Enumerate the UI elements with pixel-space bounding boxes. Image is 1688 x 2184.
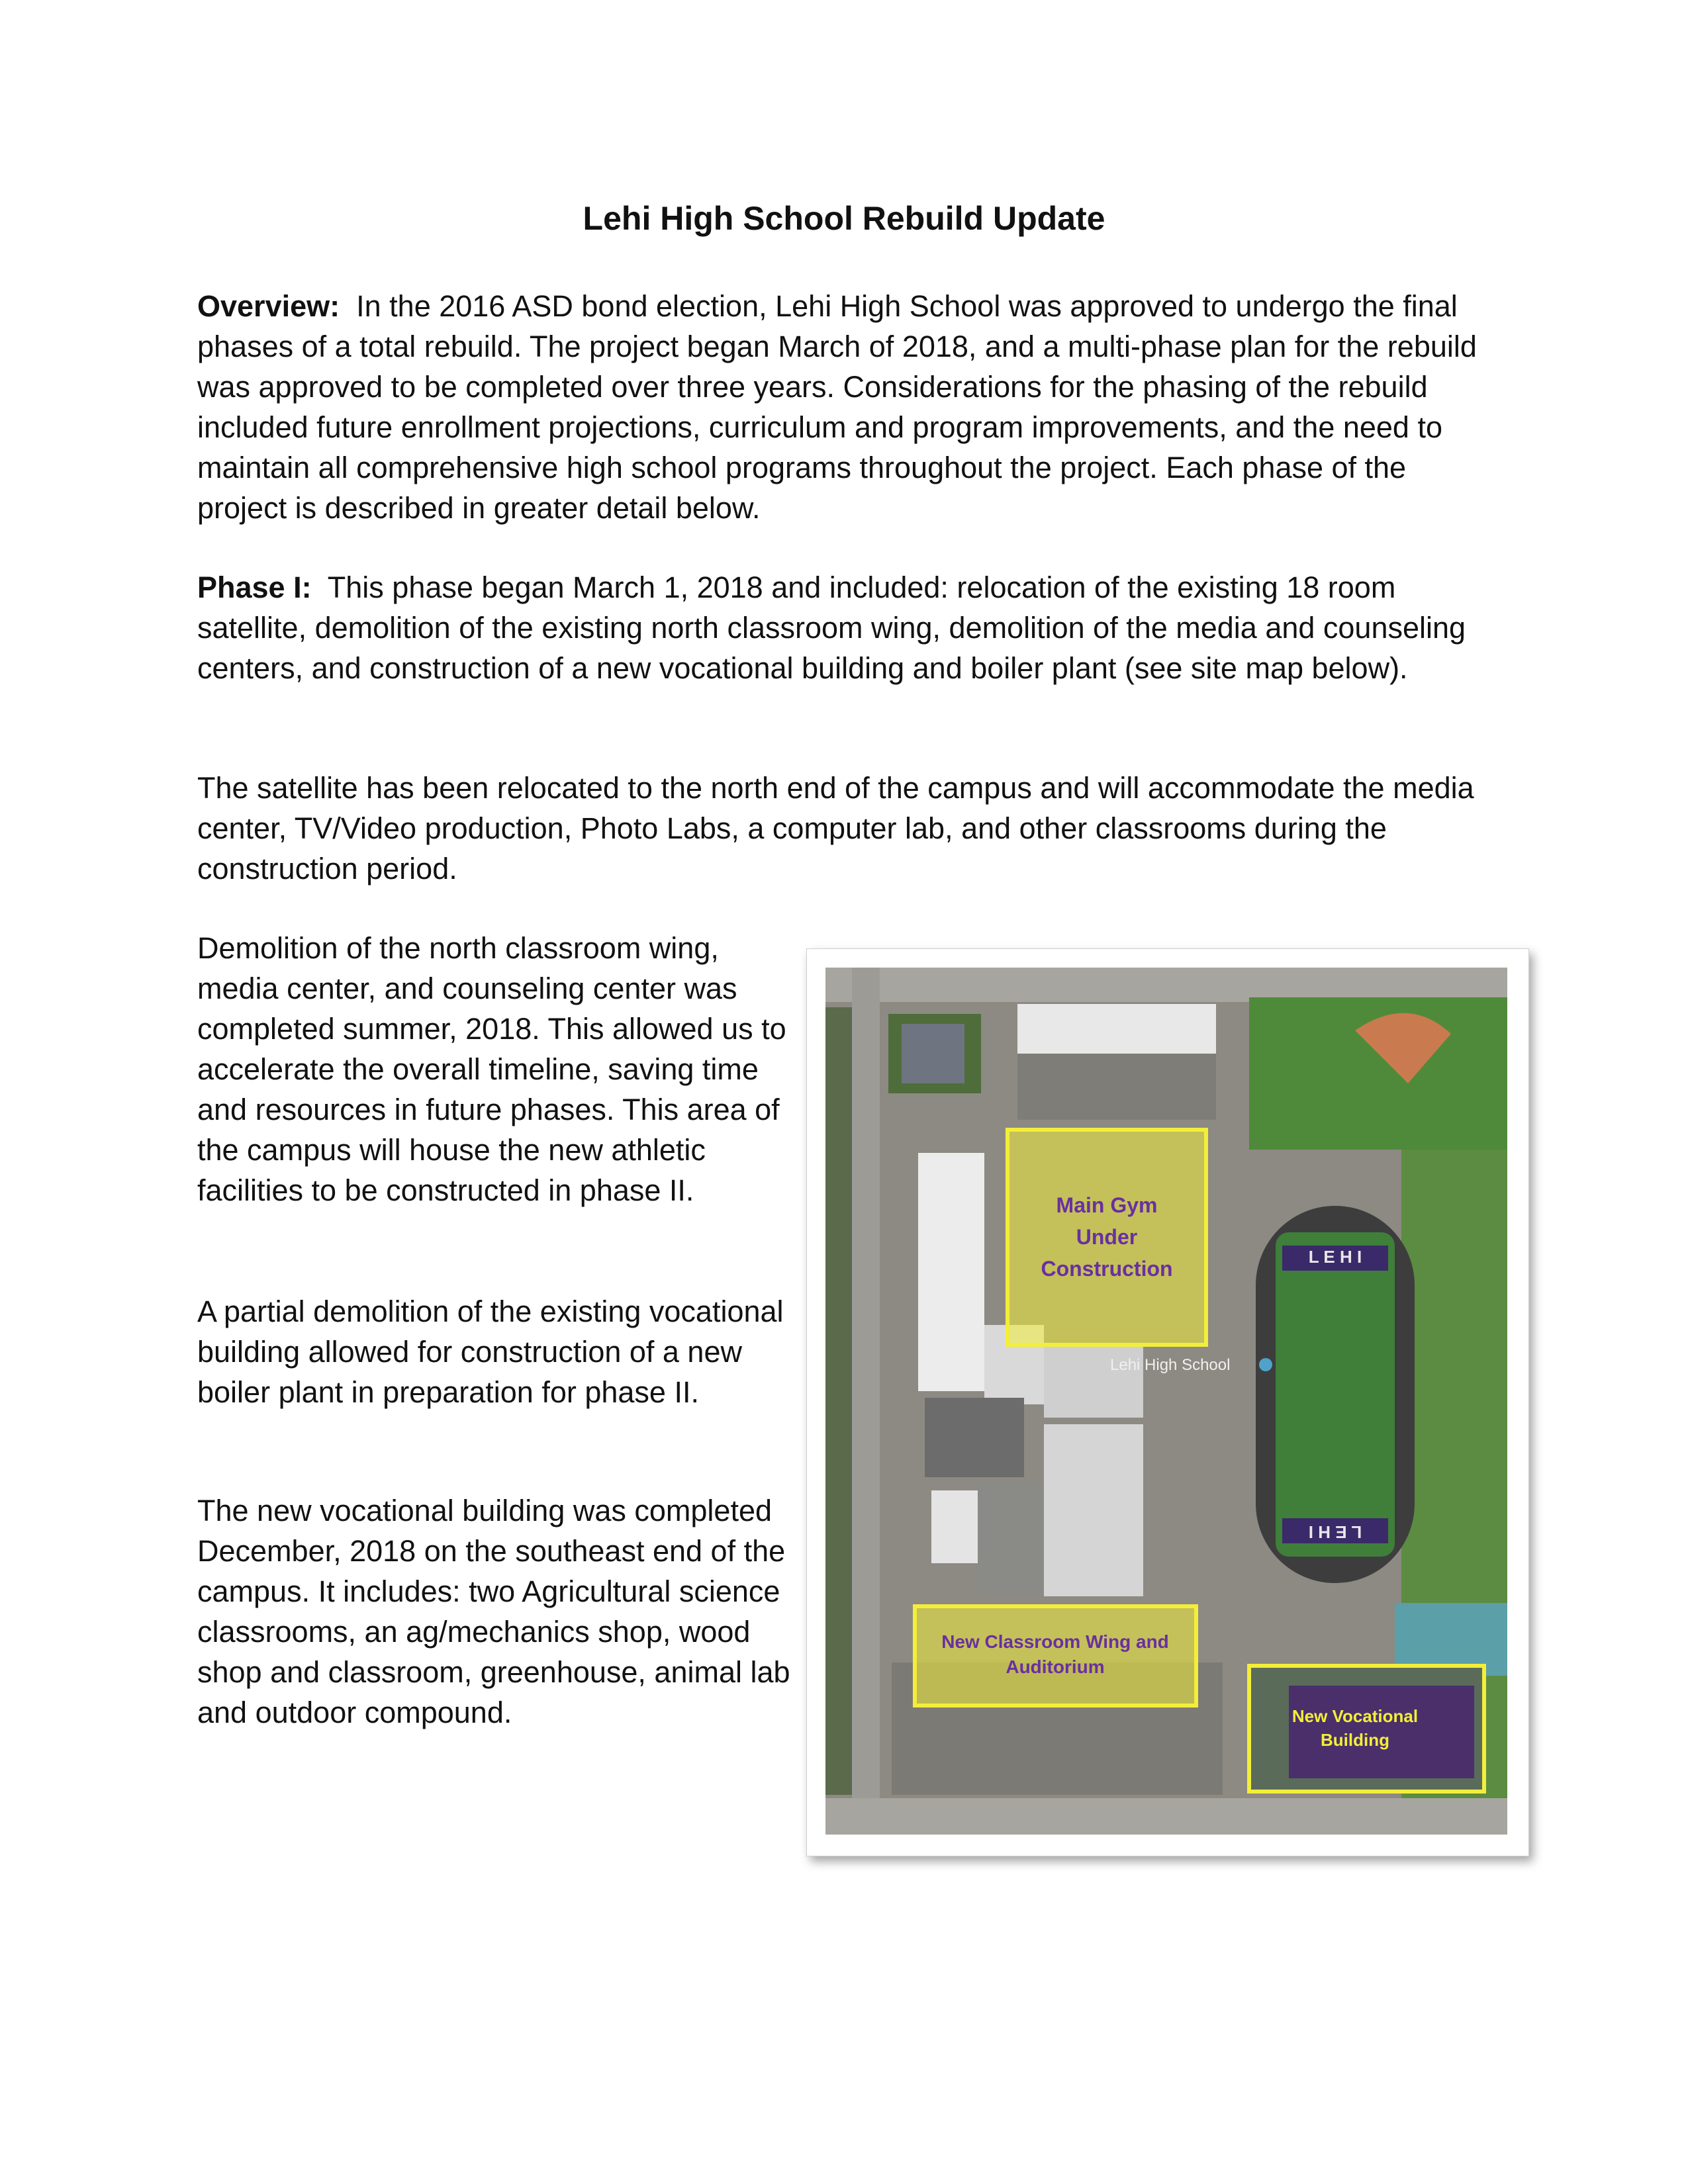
west-road bbox=[852, 968, 880, 1835]
north-road bbox=[825, 968, 1507, 1002]
south-road bbox=[825, 1798, 1507, 1835]
overview-label: Overview: bbox=[197, 289, 340, 323]
gym-label-line3: Construction bbox=[1041, 1257, 1173, 1281]
central-roof-d bbox=[931, 1490, 984, 1563]
central-roof-b bbox=[925, 1398, 1024, 1477]
south-endzone-text: L E H I bbox=[1308, 1522, 1362, 1542]
classroom-wing-highlight-box bbox=[915, 1606, 1196, 1706]
north-parking bbox=[1017, 1054, 1216, 1120]
demolition-paragraph: Demolition of the north classroom wing, media center, and counseling center was completed summer, 2018. This allowed us to accelerate the overall timeline, saving time and resources in future phases. This area of the campus will house the new athletic facilities to be constructed in phase II. bbox=[197, 931, 786, 1207]
vocational-building-paragraph: The new vocational building was completed December, 2018 on the southeast end of the campus. It includes: two Agricultural science classrooms, an ag/mechanics shop, wood shop and classroom, greenhouse, animal lab and outdoor compound. bbox=[197, 1494, 790, 1729]
map-pin-icon bbox=[1259, 1358, 1272, 1371]
site-map-aerial bbox=[825, 968, 1507, 1835]
north-endzone-text: L E H I bbox=[1308, 1247, 1362, 1267]
gym-label-line1: Main Gym bbox=[1056, 1193, 1158, 1217]
satellite-paragraph: The satellite has been relocated to the north end of the campus and will accommodate the media center, TV/Video production, Photo Labs, a computer lab, and other classrooms during the construction period. bbox=[197, 771, 1474, 886]
football-field bbox=[1276, 1232, 1395, 1557]
central-roof-c bbox=[1044, 1424, 1143, 1596]
phase1-paragraph bbox=[197, 567, 1495, 688]
phase1-label: Phase I: bbox=[197, 570, 312, 604]
document-title: Lehi High School Rebuild Update bbox=[583, 200, 1105, 237]
partial-demolition-paragraph: A partial demolition of the existing vocational building allowed for construction of a new boiler plant in preparation for phase II. bbox=[197, 1295, 784, 1409]
central-roof-e bbox=[978, 1484, 1044, 1596]
nw-house-roof bbox=[902, 1024, 964, 1083]
classroom-label-line2: Auditorium bbox=[1006, 1657, 1105, 1677]
phase1-text: This phase began March 1, 2018 and included: relocation of the existing 18 room satellite, demolition of the existing north classroom wing, demolition of the media and counseling centers, and construction of a new vocational building and boiler plant (see site map below). bbox=[197, 570, 1466, 685]
vocational-label-line1: New Vocational bbox=[1291, 1706, 1419, 1726]
gym-label-line2: Under bbox=[1076, 1225, 1138, 1249]
classroom-label-line1: New Classroom Wing and bbox=[941, 1631, 1169, 1652]
overview-text: In the 2016 ASD bond election, Lehi High School was approved to undergo the final phases of a total rebuild. The project began March of 2018, and a multi-phase plan for the rebuild was approved to be completed over three years. Considerations for the phasing of the rebuild included future enrollment projections, curriculum and program improvements, and the need to maintain all comprehensive high school programs throughout the project. Each phase of the project is described in greater detail below. bbox=[197, 289, 1477, 525]
west-classroom-building bbox=[918, 1153, 984, 1391]
west-trees bbox=[825, 1007, 852, 1795]
site-map-figure bbox=[806, 948, 1529, 1856]
north-building bbox=[1017, 1004, 1216, 1054]
overview-paragraph bbox=[197, 286, 1495, 528]
place-marker-label: Lehi High School bbox=[1110, 1356, 1231, 1374]
vocational-label-line2: Building bbox=[1321, 1730, 1389, 1750]
